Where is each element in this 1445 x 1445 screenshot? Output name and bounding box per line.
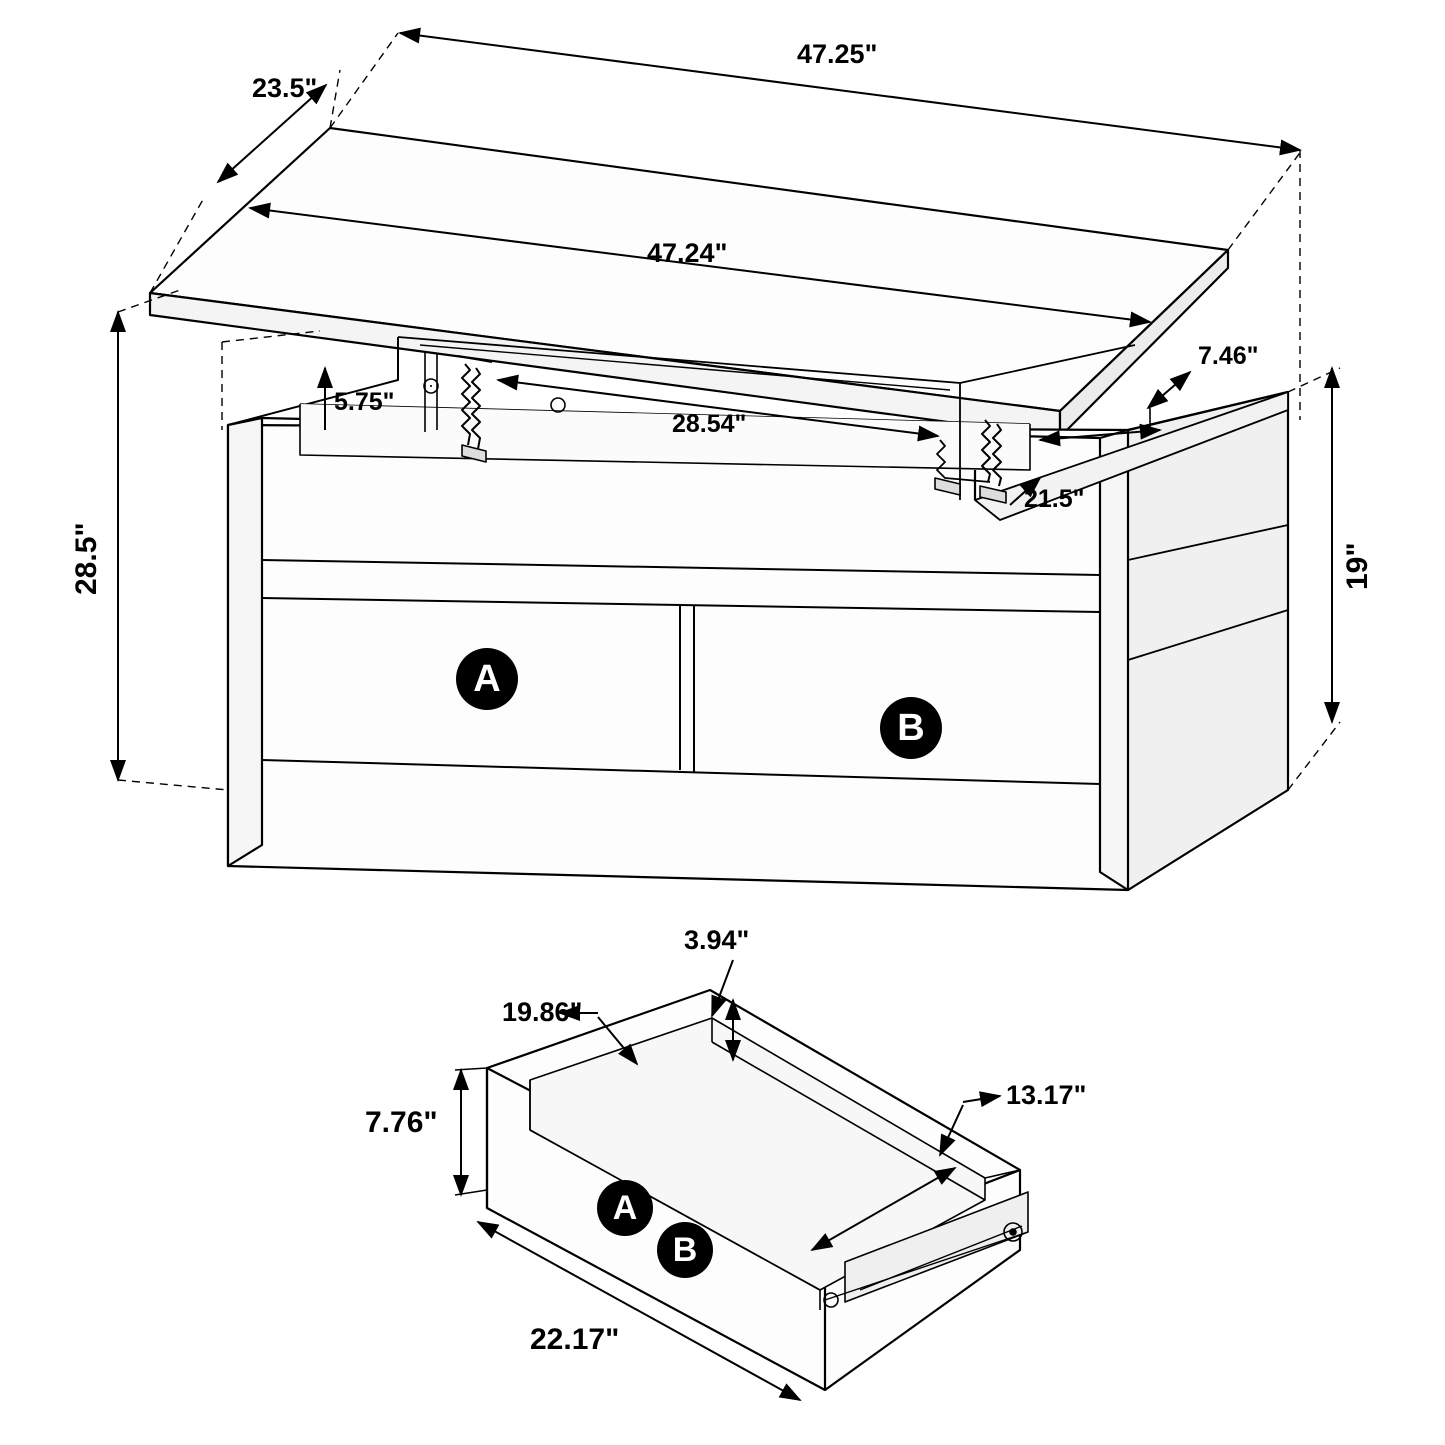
dimension-total-height: 28.5": [70, 522, 103, 595]
dimension-width-top-inner: 47.24": [647, 238, 728, 268]
dimension-drawer-interior-length: 19.86": [502, 997, 583, 1027]
callout-drawer-b-table: B: [880, 697, 942, 759]
callout-drawer-a-table: A: [456, 648, 518, 710]
callout-drawer-b-detail: B: [657, 1222, 713, 1278]
dimension-interior-width: 28.54": [672, 410, 747, 438]
dimension-drawer-interior-depth: 3.94": [684, 925, 750, 955]
dimension-width-top-outer: 47.25": [797, 39, 878, 69]
callout-drawer-a-detail: A: [597, 1180, 653, 1236]
dimension-drawer-interior-width: 13.17": [1006, 1080, 1087, 1110]
dimension-drawer-front-width: 22.17": [530, 1323, 620, 1356]
dimension-body-height: 19": [1341, 542, 1374, 590]
dimension-drawer-height: 7.76": [365, 1106, 438, 1139]
dimension-lift-height: 5.75": [334, 388, 395, 416]
dimension-interior-width-lower: 21.5": [1024, 485, 1085, 513]
dimension-depth-top: 23.5": [252, 73, 318, 103]
dimension-interior-depth-right: 7.46": [1198, 342, 1259, 370]
